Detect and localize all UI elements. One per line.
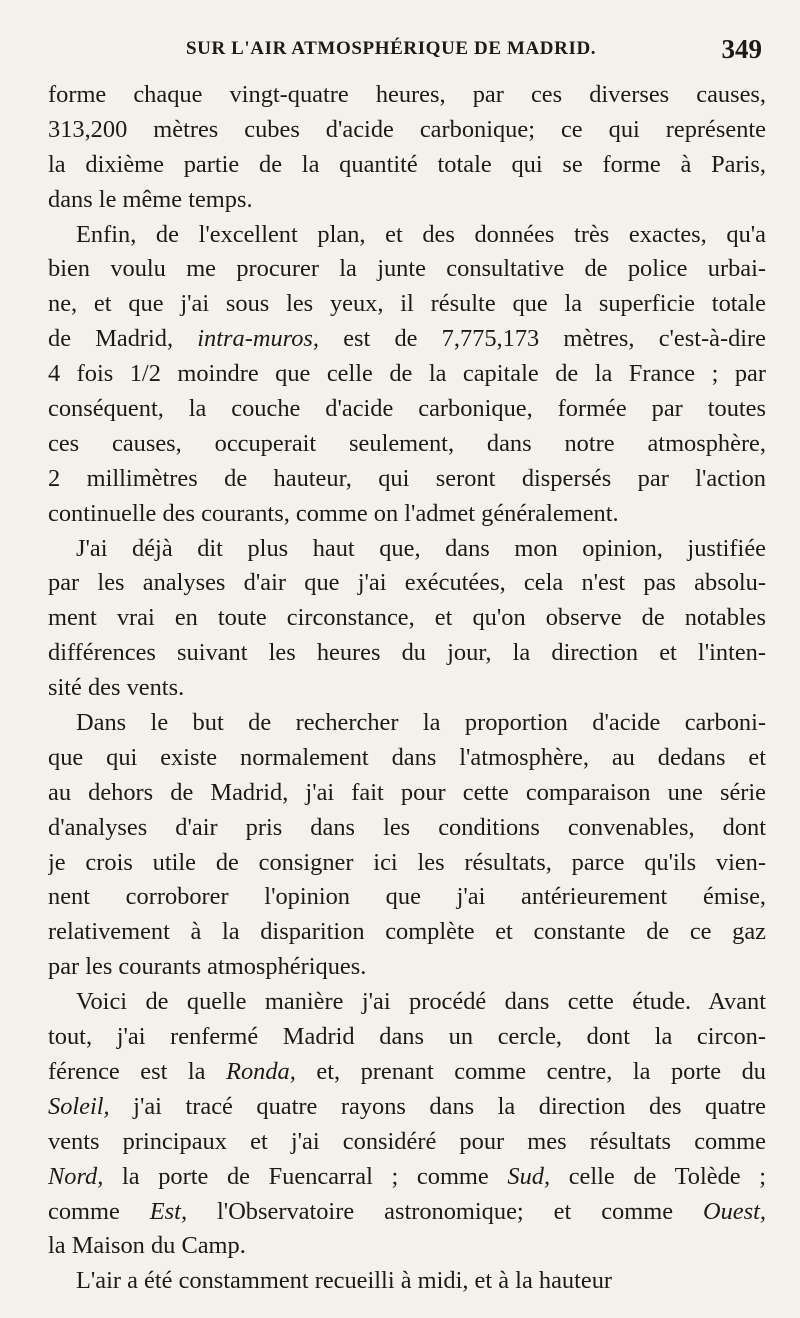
text-run: comme — [48, 1197, 150, 1225]
text-line: par les courants atmosphériques. — [48, 953, 367, 981]
text-line: par les analyses d'air que j'ai exécutées, cela n'est pas absolu- — [48, 569, 766, 597]
text-line: au dehors de Madrid, j'ai fait pour cette comparaison une série — [48, 778, 766, 806]
text-line: relativement à la disparition complète et constante de ce gaz — [48, 918, 766, 946]
text-line: ment vrai en toute circonstance, et qu'on observe de notables — [48, 604, 766, 632]
text-line: je crois utile de consigner ici les résultats, parce qu'ils vien- — [48, 848, 766, 876]
text-line: la Maison du Camp. — [48, 1232, 246, 1260]
italic-term: intra-muros, — [197, 325, 320, 353]
italic-term: Nord, — [48, 1162, 104, 1190]
text-line: Enfin, de l'excellent plan, et des données très exactes, qu'a — [76, 220, 766, 248]
paragraph — [48, 218, 766, 532]
text-line: J'ai déjà dit plus haut que, dans mon opinion, justifiée — [76, 534, 766, 562]
text-run: la porte de Fuencarral ; comme — [103, 1162, 508, 1190]
text-line: ne, et que j'ai sous les yeux, il résulte que la superficie totale — [48, 290, 766, 318]
text-run: celle de Tolède ; — [550, 1162, 766, 1190]
paragraph — [48, 985, 766, 1264]
text-run: et, prenant comme centre, la porte du — [295, 1057, 766, 1085]
text-line: vents principaux et j'ai considéré pour mes résultats comme — [48, 1127, 766, 1155]
body-text — [48, 78, 766, 1299]
text-line: 4 fois 1/2 moindre que celle de la capitale de la France ; par — [48, 360, 766, 388]
italic-term: Soleil, — [48, 1092, 110, 1120]
running-head — [48, 34, 764, 74]
text-line: que qui existe normalement dans l'atmosphère, au dedans et — [48, 743, 766, 771]
text-run: de Madrid, — [48, 325, 198, 353]
italic-term: Est, — [149, 1197, 188, 1225]
text-line: bien voulu me procurer la junte consultative de police urbai- — [48, 255, 766, 283]
text-line — [48, 1055, 766, 1090]
text-run: est de 7,775,173 mètres, c'est-à-dire — [319, 325, 766, 353]
text-line: d'analyses d'air pris dans les conditions convenables, dont — [48, 813, 766, 841]
text-line: nent corroborer l'opinion que j'ai antérieurement émise, — [48, 883, 766, 911]
text-line: 2 millimètres de hauteur, qui seront dispersés par l'action — [48, 464, 766, 492]
text-run: férence est la — [48, 1057, 227, 1085]
text-line: 313,200 mètres cubes d'acide carbonique; ce qui représente — [48, 115, 766, 143]
paragraph — [48, 706, 766, 985]
text-run: j'ai tracé quatre rayons dans la direction des quatre — [109, 1092, 766, 1120]
text-line — [48, 1195, 766, 1230]
paragraph — [48, 78, 766, 218]
text-line: forme chaque vingt-quatre heures, par ces diverses causes, — [48, 81, 766, 108]
page-number: 349 — [721, 34, 762, 64]
text-line: L'air a été constamment recueilli à midi, et à la hauteur — [76, 1267, 613, 1295]
running-head-title: SUR L'AIR ATMOSPHÉRIQUE DE MADRID. — [186, 38, 597, 59]
text-line: conséquent, la couche d'acide carbonique, formée par toutes — [48, 395, 766, 423]
text-line: dans le même temps. — [48, 185, 253, 213]
text-run: l'Observatoire astronomique; et comme — [187, 1197, 703, 1225]
text-line: tout, j'ai renfermé Madrid dans un cercle, dont la circon- — [48, 1023, 766, 1051]
paragraph — [48, 532, 766, 706]
paragraph — [48, 1264, 766, 1299]
text-line: sité des vents. — [48, 674, 185, 702]
text-line: différences suivant les heures du jour, la direction et l'inten- — [48, 639, 766, 667]
text-line: continuelle des courants, comme on l'admet généralement. — [48, 499, 619, 527]
text-line — [48, 322, 766, 357]
text-line: ces causes, occuperait seulement, dans notre atmosphère, — [48, 429, 766, 457]
text-line — [48, 1090, 766, 1125]
text-line: Voici de quelle manière j'ai procédé dans cette étude. Avant — [76, 988, 766, 1016]
italic-term: Sud, — [507, 1162, 551, 1190]
text-line: la dixième partie de la quantité totale qui se forme à Paris, — [48, 150, 766, 178]
italic-term: Ouest, — [703, 1197, 766, 1225]
italic-term: Ronda, — [226, 1057, 296, 1085]
text-line — [48, 1160, 766, 1195]
text-line: Dans le but de rechercher la proportion d'acide carboni- — [76, 709, 766, 737]
